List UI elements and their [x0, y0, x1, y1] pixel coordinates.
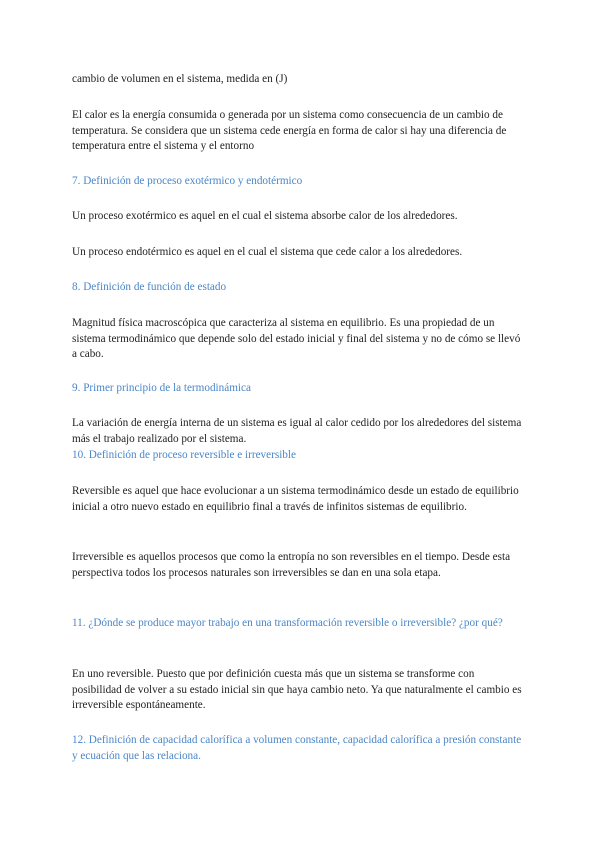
heading-8: 8. Definición de función de estado — [72, 281, 227, 293]
calor-paragraph: El calor es la energía consumida o generada por un sistema como consecuencia de un cambio de temperatura. Se considera que un sistema cede energía en forma de calor si hay una diferencia de temperatura entre el sistema y el entorno — [72, 109, 507, 153]
irreversible-paragraph: Irreversible es aquellos procesos que como la entropía no son reversibles en el tiempo. Desde esta perspectiva todos los procesos naturales son irreversibles se dan en una sola etapa. — [72, 551, 511, 579]
reversible-paragraph: Reversible es aquel que hace evolucionar a un sistema termodinámico desde un estado de equilibrio inicial a otro nuevo estado en equilibrio final a través de infinitos sistemas de equilibrio. — [72, 485, 519, 513]
funcion-estado-paragraph: Magnitud física macroscópica que caracteriza al sistema en equilibrio. Es una propiedad de un sistema termodinámico que depende solo del estado inicial y final del sistema y no de cómo se llevó a cabo. — [72, 317, 521, 361]
exotermico-paragraph: Un proceso exotérmico es aquel en el cual el sistema absorbe calor de los alrededores. — [72, 210, 458, 222]
primer-principio-paragraph: La variación de energía interna de un sistema es igual al calor cedido por los alrededores del sistema más el trabajo realizado por el sistema. — [72, 417, 522, 445]
heading-10: 10. Definición de proceso reversible e irreversible — [72, 449, 296, 461]
heading-12: 12. Definición de capacidad calorífica a volumen constante, capacidad calorífica a presión constante y ecuación que las relaciona. — [72, 734, 522, 762]
respuesta-11-paragraph: En uno reversible. Puesto que por definición cuesta más que un sistema se transforme con posibilidad de volver a su estado inicial sin que haya cambio neto. Ya que naturalmente el cambio es irreversible espontáneamente. — [72, 668, 522, 712]
heading-9: 9. Primer principio de la termodinámica — [72, 382, 251, 394]
heading-7: 7. Definición de proceso exotérmico y endotérmico — [72, 175, 303, 187]
intro-tail-paragraph: cambio de volumen en el sistema, medida en (J) — [72, 73, 288, 85]
endotermico-paragraph: Un proceso endotérmico es aquel en el cual el sistema que cede calor a los alrededores. — [72, 246, 463, 258]
heading-11: 11. ¿Dónde se produce mayor trabajo en una transformación reversible o irreversible? ¿por qué? — [72, 617, 503, 629]
